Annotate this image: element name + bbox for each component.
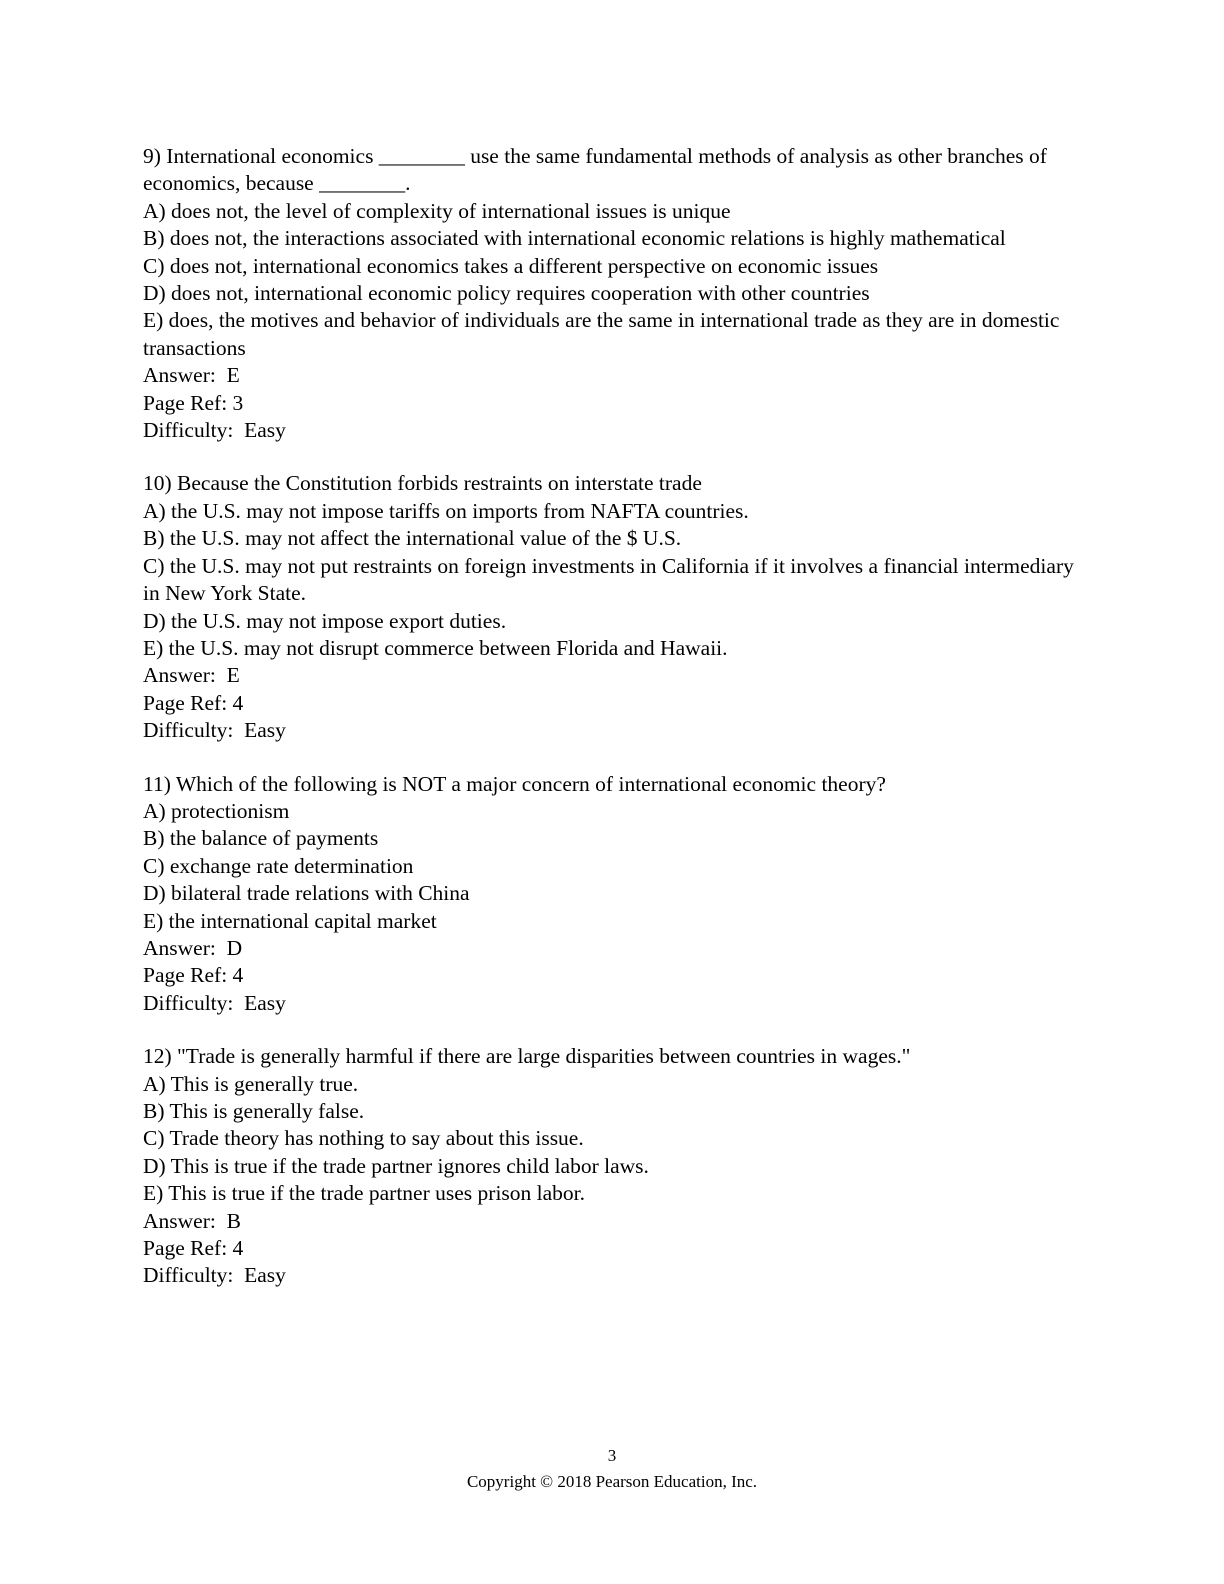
question-stem: 11) Which of the following is NOT a major concern of international economic theory? — [143, 771, 886, 796]
document-body — [143, 143, 1083, 1316]
option-d: D) does not, international economic policy requires cooperation with other countries — [143, 281, 870, 306]
question-9 — [143, 143, 1083, 444]
option-d: D) bilateral trade relations with China — [143, 881, 470, 906]
copyright-notice: Copyright © 2018 Pearson Education, Inc. — [466, 1472, 758, 1491]
option-e: E) the international capital market — [143, 908, 437, 933]
answer: Answer: E — [143, 363, 240, 388]
question-10 — [143, 470, 1083, 744]
option-a: A) protectionism — [143, 798, 290, 823]
option-b: B) does not, the interactions associated with international economic relations is highly mathematical — [143, 226, 1006, 251]
page-number: 3 — [607, 1446, 617, 1465]
difficulty: Difficulty: Easy — [143, 718, 286, 743]
option-a: A) This is generally true. — [143, 1071, 359, 1096]
option-b: B) the balance of payments — [143, 826, 379, 851]
option-c: C) Trade theory has nothing to say about this issue. — [143, 1126, 584, 1151]
option-b: B) This is generally false. — [143, 1099, 365, 1123]
page-ref: Page Ref: 4 — [143, 963, 244, 988]
question-stem: 12) "Trade is generally harmful if there are large disparities between countries in wages." — [143, 1044, 911, 1069]
difficulty: Difficulty: Easy — [143, 1263, 286, 1288]
answer: Answer: B — [143, 1208, 241, 1233]
question-stem: 9) International economics ________ use the same fundamental methods of analysis as other branches of economics, because ________. — [143, 144, 1053, 196]
option-a: A) does not, the level of complexity of international issues is unique — [143, 198, 731, 223]
question-12 — [143, 1043, 1083, 1290]
option-e: E) This is true if the trade partner uses prison labor. — [143, 1181, 586, 1206]
answer: Answer: E — [143, 663, 240, 688]
question-11 — [143, 771, 1083, 1018]
option-d: D) the U.S. may not impose export duties. — [143, 608, 507, 633]
page-ref: Page Ref: 4 — [143, 1236, 244, 1261]
difficulty: Difficulty: Easy — [143, 990, 286, 1015]
page-ref: Page Ref: 3 — [143, 390, 244, 415]
option-b: B) the U.S. may not affect the international value of the $ U.S. — [143, 526, 682, 551]
option-c: C) exchange rate determination — [143, 853, 414, 878]
difficulty: Difficulty: Easy — [143, 418, 286, 443]
option-d: D) This is true if the trade partner ignores child labor laws. — [143, 1153, 649, 1178]
option-c: C) the U.S. may not put restraints on foreign investments in California if it involves a financial intermediary in New York State. — [143, 553, 1080, 606]
page-ref: Page Ref: 4 — [143, 690, 244, 715]
question-stem: 10) Because the Constitution forbids restraints on interstate trade — [143, 471, 702, 496]
option-c: C) does not, international economics takes a different perspective on economic issues — [143, 253, 879, 278]
option-a: A) the U.S. may not impose tariffs on imports from NAFTA countries. — [143, 498, 749, 523]
option-e: E) does, the motives and behavior of individuals are the same in international trade as they are in domestic transactions — [143, 308, 1065, 360]
answer: Answer: D — [143, 935, 243, 960]
option-e: E) the U.S. may not disrupt commerce between Florida and Hawaii. — [143, 635, 728, 660]
